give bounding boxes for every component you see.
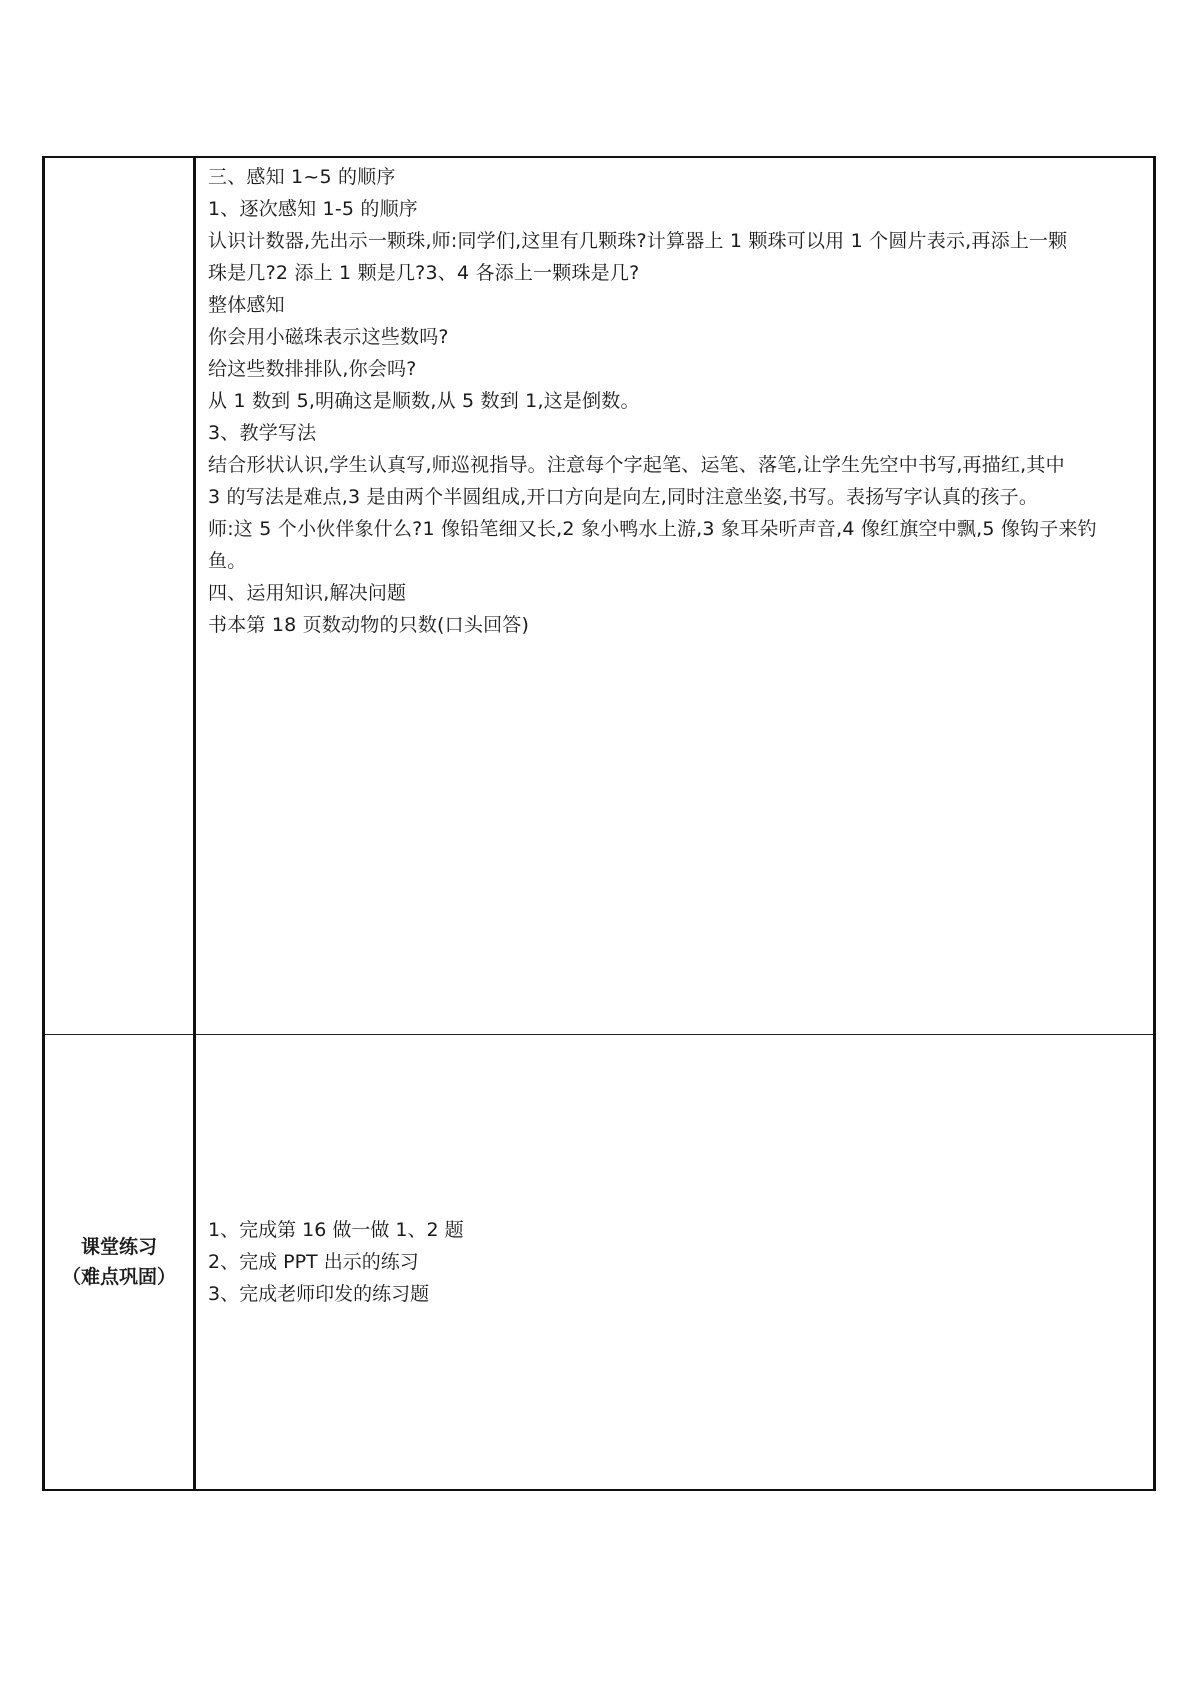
table-row: [44, 157, 1155, 1035]
paragraph-line: 从 1 数到 5,明确这是顺数,从 5 数到 1,这是倒数。: [208, 390, 640, 412]
list-item: 1、完成第 16 做一做 1、2 题: [208, 1219, 464, 1241]
teaching-process-cell: [195, 157, 1155, 1035]
list-item: 2、完成 PPT 出示的练习: [208, 1251, 419, 1273]
practice-label: 课堂练习: [80, 1236, 157, 1258]
practice-content-cell: [195, 1035, 1155, 1491]
paragraph-line: 3 的写法是难点,3 是由两个半圆组成,开口方向是向左,同时注意坐姿,书写。表扬写字认真的孩子。: [208, 486, 1039, 508]
list-item: 3、完成老师印发的练习题: [208, 1283, 430, 1305]
exercise-list: [196, 1214, 1153, 1310]
teaching-process-text: [196, 158, 1153, 641]
paragraph-line: 师:这 5 个小伙伴象什么?1 像铅笔细又长,2 象小鸭水上游,3 象耳朵听声音,4 像红旗空中飘,5 像钩子来钓: [208, 518, 1097, 540]
section-heading: 三、感知 1~5 的顺序: [208, 166, 396, 188]
paragraph-line: 结合形状认识,学生认真写,师巡视指导。注意每个字起笔、运笔、落笔,让学生先空中书写,再描红,其中: [208, 454, 1065, 476]
paragraph-line: 你会用小磁珠表示这些数吗?: [208, 326, 449, 348]
section-heading: 四、运用知识,解决问题: [208, 582, 407, 604]
paragraph-line: 鱼。: [208, 550, 247, 572]
paragraph-line: 珠是几?2 添上 1 颗是几?3、4 各添上一颗珠是几?: [208, 262, 640, 284]
paragraph-line: 给这些数排排队,你会吗?: [208, 358, 417, 380]
subsection-heading: 3、教学写法: [208, 422, 317, 444]
paragraph-line: 认识计数器,先出示一颗珠,师:同学们,这里有几颗珠?计算器上 1 颗珠可以用 1 个圆片表示,再添上一颗: [208, 230, 1068, 252]
subsection-heading: 1、逐次感知 1-5 的顺序: [208, 198, 419, 220]
paragraph-line: 书本第 18 页数动物的只数(口头回答): [208, 614, 530, 636]
practice-label-cell: [44, 1035, 195, 1491]
lesson-plan-table: [42, 156, 1156, 1491]
empty-label-cell: [44, 157, 195, 1035]
paragraph-line: 整体感知: [208, 294, 285, 316]
practice-sublabel: （难点巩固）: [61, 1266, 176, 1288]
table-row: [44, 1035, 1155, 1491]
